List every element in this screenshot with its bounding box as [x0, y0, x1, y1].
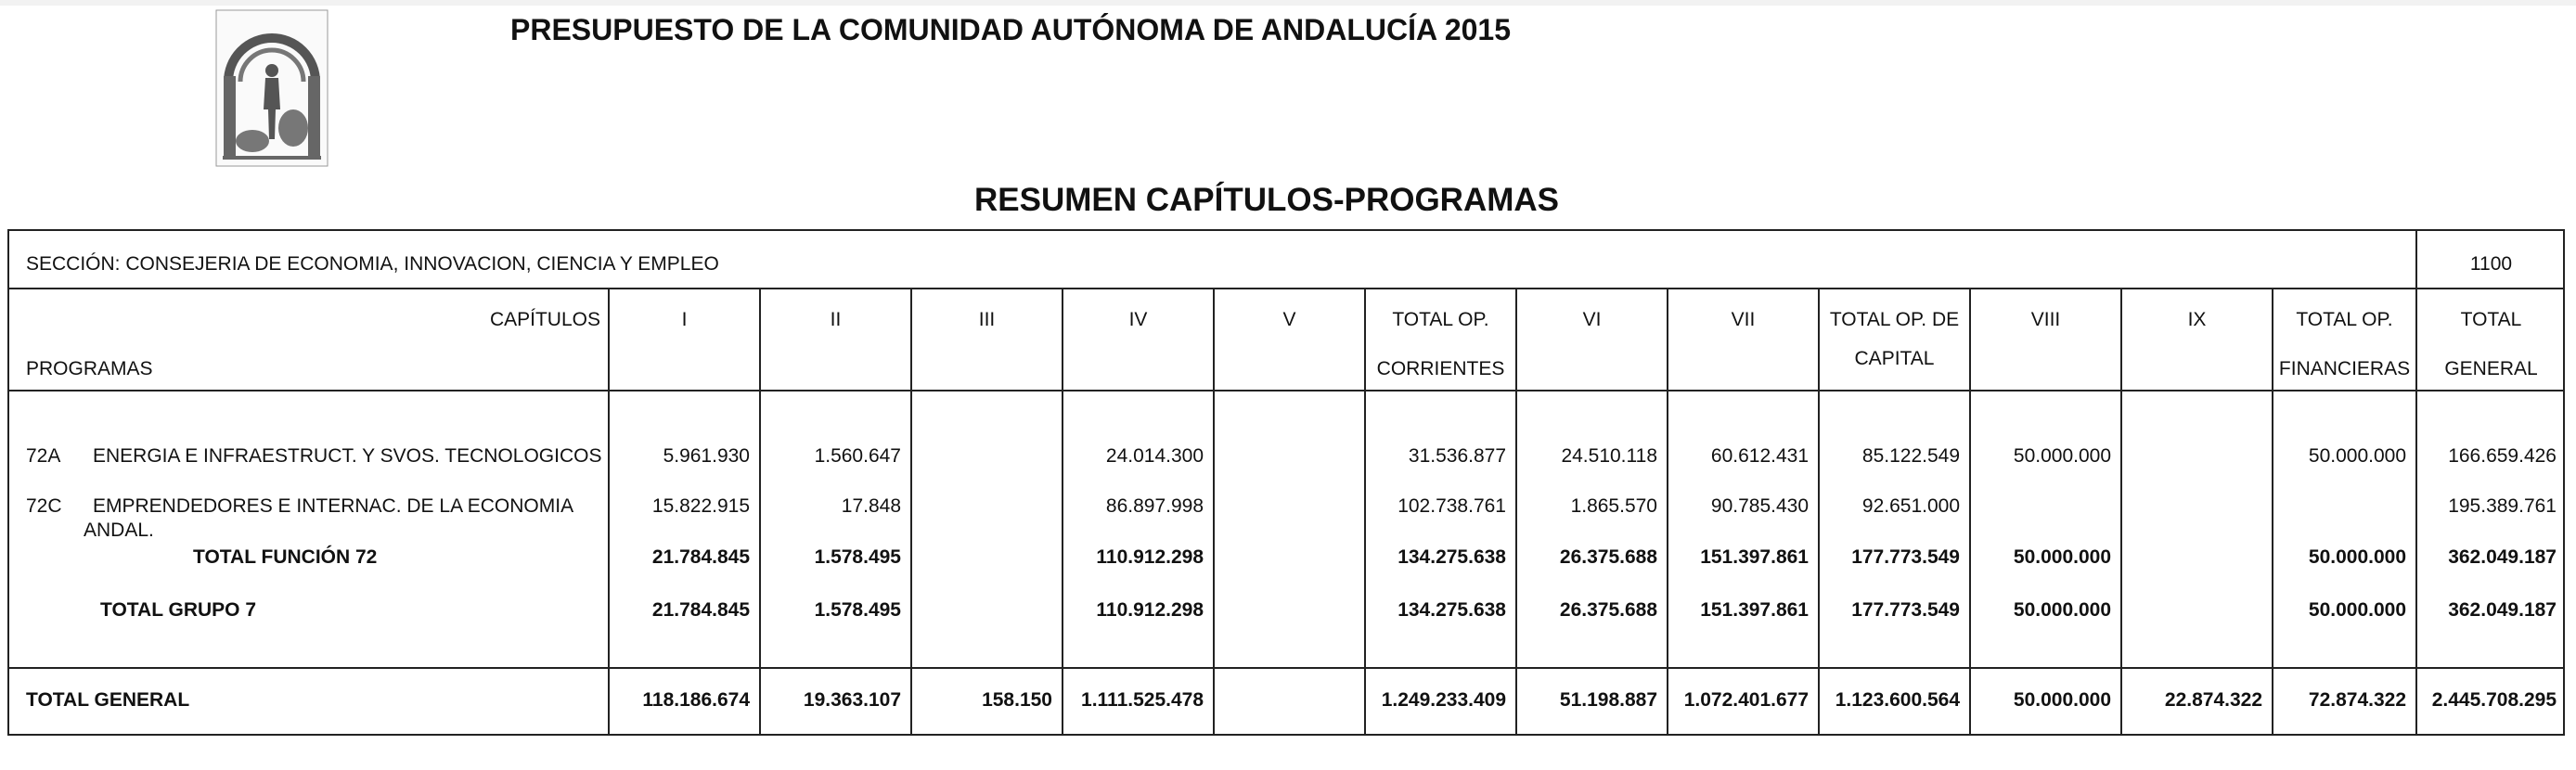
- cell: 85.122.549: [1861, 445, 1960, 467]
- header-col-i: I: [681, 309, 688, 330]
- cell: 102.738.761: [1397, 495, 1506, 517]
- header-col-viii: VIII: [2030, 309, 2061, 330]
- program-name: ENERGIA E INFRAESTRUCT. Y SVOS. TECNOLOGICOS: [93, 445, 602, 467]
- cell: 110.912.298: [1096, 599, 1204, 621]
- cell: 1.249.233.409: [1381, 689, 1506, 711]
- cell: 134.275.638: [1397, 546, 1506, 568]
- cell: 166.659.426: [2448, 445, 2557, 467]
- section-code: 1100: [2469, 253, 2513, 275]
- header-total-op-financieras-line2: FINANCIERAS: [2278, 358, 2411, 379]
- cell: 1.560.647: [814, 445, 901, 467]
- cell: 1.123.600.564: [1835, 689, 1960, 711]
- cell: 26.375.688: [1559, 546, 1657, 568]
- top-strip: [0, 0, 2576, 6]
- header-total-op-capital-line1: TOTAL OP. DE: [1829, 309, 1960, 330]
- cell: 50.000.000: [2013, 689, 2111, 711]
- cell: 151.397.861: [1700, 546, 1809, 568]
- cell: 118.186.674: [642, 689, 750, 711]
- rule-total: [9, 667, 2563, 669]
- cell: 362.049.187: [2448, 546, 2557, 568]
- cell: 92.651.000: [1861, 495, 1960, 517]
- header-col-iii: III: [978, 309, 996, 330]
- cell: 1.072.401.677: [1683, 689, 1809, 711]
- program-code: 72C: [26, 495, 62, 517]
- program-code: 72A: [26, 445, 61, 467]
- cell: 15.822.915: [651, 495, 750, 517]
- cell: 1.111.525.478: [1081, 689, 1204, 711]
- col-divider: [2415, 231, 2417, 734]
- cell: 177.773.549: [1851, 599, 1960, 621]
- header-col-vii: VII: [1731, 309, 1756, 330]
- cell: 134.275.638: [1397, 599, 1506, 621]
- cell: 158.150: [982, 689, 1052, 711]
- cell: 362.049.187: [2448, 599, 2557, 621]
- cell: 51.198.887: [1559, 689, 1657, 711]
- report-subtitle: RESUMEN CAPÍTULOS-PROGRAMAS: [973, 182, 1560, 218]
- cell: 26.375.688: [1559, 599, 1657, 621]
- header-col-iv: IV: [1128, 309, 1148, 330]
- rule-header: [9, 390, 2563, 391]
- cell: 22.874.322: [2164, 689, 2262, 711]
- col-divider: [2272, 288, 2273, 734]
- cell: 110.912.298: [1096, 546, 1204, 568]
- cell: 50.000.000: [2013, 445, 2111, 467]
- cell: 17.848: [841, 495, 901, 517]
- cell: 50.000.000: [2308, 546, 2406, 568]
- rule-section: [9, 288, 2563, 289]
- header-programas: PROGRAMAS: [26, 358, 153, 379]
- header-col-v: V: [1282, 309, 1296, 330]
- cell: 50.000.000: [2308, 445, 2406, 467]
- cell: 50.000.000: [2013, 599, 2111, 621]
- header-col-ix: IX: [2187, 309, 2207, 330]
- cell: 1.578.495: [814, 546, 901, 568]
- cell: 31.536.877: [1408, 445, 1506, 467]
- program-name-continued: ANDAL.: [84, 520, 154, 541]
- header-total-op-corrientes-line1: TOTAL OP.: [1392, 309, 1489, 330]
- col-divider: [1213, 288, 1215, 734]
- summary-table: [7, 229, 2565, 736]
- cell: 72.874.322: [2308, 689, 2406, 711]
- page-title: PRESUPUESTO DE LA COMUNIDAD AUTÓNOMA DE ANDALUCÍA 2015: [509, 13, 1511, 46]
- col-divider: [2120, 288, 2122, 734]
- header-total-op-financieras-line1: TOTAL OP.: [2296, 309, 2393, 330]
- header-total-op-corrientes-line2: CORRIENTES: [1376, 358, 1505, 379]
- cell: 151.397.861: [1700, 599, 1809, 621]
- header-total-general-line1: TOTAL: [2460, 309, 2522, 330]
- cell: 50.000.000: [2308, 599, 2406, 621]
- cell: 86.897.998: [1105, 495, 1204, 517]
- cell: 21.784.845: [651, 599, 750, 621]
- cell: 24.510.118: [1561, 445, 1657, 467]
- cell: 1.865.570: [1570, 495, 1657, 517]
- section-label: SECCIÓN: CONSEJERIA DE ECONOMIA, INNOVACION, CIENCIA Y EMPLEO: [26, 253, 719, 275]
- header-total-general-line2: GENERAL: [2444, 358, 2538, 379]
- cell: 1.578.495: [814, 599, 901, 621]
- cell: 195.389.761: [2448, 495, 2557, 517]
- cell: 177.773.549: [1851, 546, 1960, 568]
- cell: 2.445.708.295: [2431, 689, 2557, 711]
- header-capitulos: CAPÍTULOS: [489, 309, 600, 330]
- total-general-label: TOTAL GENERAL: [26, 689, 190, 711]
- cell: 50.000.000: [2013, 546, 2111, 568]
- cell: 5.961.930: [663, 445, 750, 467]
- col-divider: [1969, 288, 1971, 734]
- col-divider: [910, 288, 912, 734]
- header-col-ii: II: [830, 309, 842, 330]
- total-funcion-label: TOTAL FUNCIÓN 72: [193, 546, 378, 568]
- cell: 90.785.430: [1710, 495, 1809, 517]
- cell: 60.612.431: [1710, 445, 1809, 467]
- header-total-op-capital-line2: CAPITAL: [1854, 348, 1935, 369]
- total-grupo-label: TOTAL GRUPO 7: [100, 599, 257, 621]
- cell: 19.363.107: [803, 689, 901, 711]
- cell: 24.014.300: [1105, 445, 1204, 467]
- cell: 21.784.845: [651, 546, 750, 568]
- header-col-vi: VI: [1582, 309, 1602, 330]
- program-name: EMPRENDEDORES E INTERNAC. DE LA ECONOMIA: [93, 495, 574, 517]
